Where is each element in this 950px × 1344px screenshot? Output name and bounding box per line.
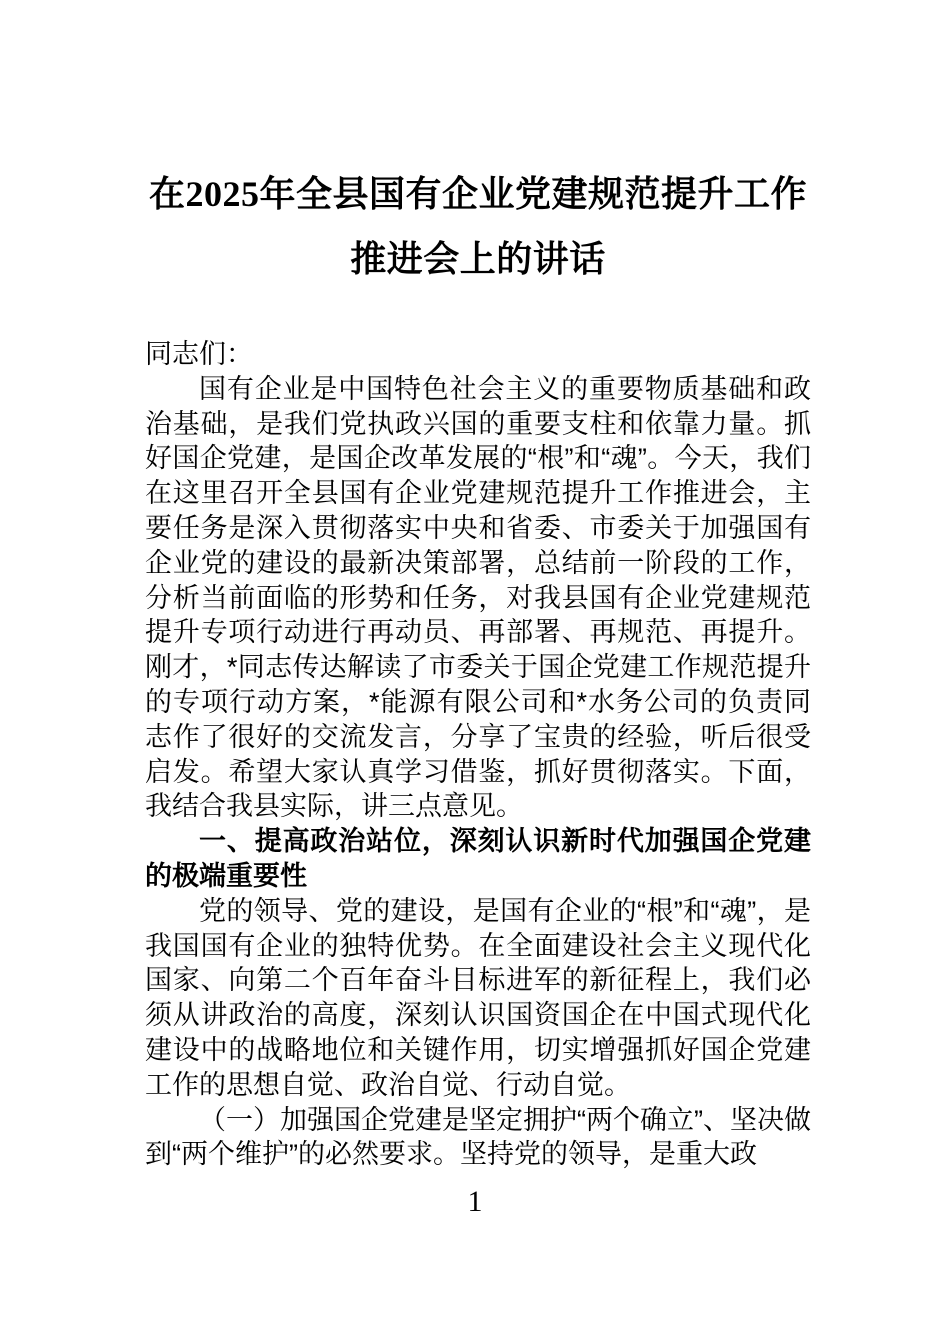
document-title	[145, 162, 811, 292]
salutation: 同志们：	[145, 339, 253, 369]
page-number: 1	[467, 1185, 483, 1218]
document-body	[145, 337, 811, 1172]
subpoint-paragraph-1: （一）加强国企党建是坚定拥护“两个确立”、坚决做到“两个维护”的必然要求。坚持党的领导，是重大政	[145, 1104, 811, 1170]
opening-paragraph: 国有企业是中国特色社会主义的重要物质基础和政治基础，是我们党执政兴国的重要支柱和依靠力量。抓好国企党建，是国企改革发展的“根”和“魂”。今天，我们在这里召开全县国有企业党建规范提升工作推进会，主要任务是深入贯彻落实中央和省委、市委关于加强国有企业党的建设的最新决策部署，总结前一阶段的工作，分析当前面临的形势和任务，对我县国有企业党建规范提升专项行动进行再动员、再部署、再规范、再提升。刚才，*同志传达解读了市委关于国企党建工作规范提升的专项行动方案，*能源有限公司和*水务公司的负责同志作了很好的交流发言，分享了宝贵的经验，听后很受启发。希望大家认真学习借鉴，抓好贯彻落实。下面，我结合我县实际，讲三点意见。	[145, 373, 811, 822]
title-line-1: 在2025年全县国有企业党建规范提升工作	[148, 174, 807, 214]
title-line-2: 推进会上的讲话	[350, 239, 606, 279]
body-paragraph-1: 党的领导、党的建设，是国有企业的“根”和“魂”，是我国国有企业的独特优势。在全面建设社会主义现代化国家、向第二个百年奋斗目标进军的新征程上，我们必须从讲政治的高度，深刻认识国资国企在中国式现代化建设中的战略地位和关键作用，切实增强抓好国企党建工作的思想自觉、政治自觉、行动自觉。	[145, 895, 811, 1100]
section-heading-1: 一、提高政治站位，深刻认识新时代加强国企党建的极端重要性	[145, 826, 811, 891]
